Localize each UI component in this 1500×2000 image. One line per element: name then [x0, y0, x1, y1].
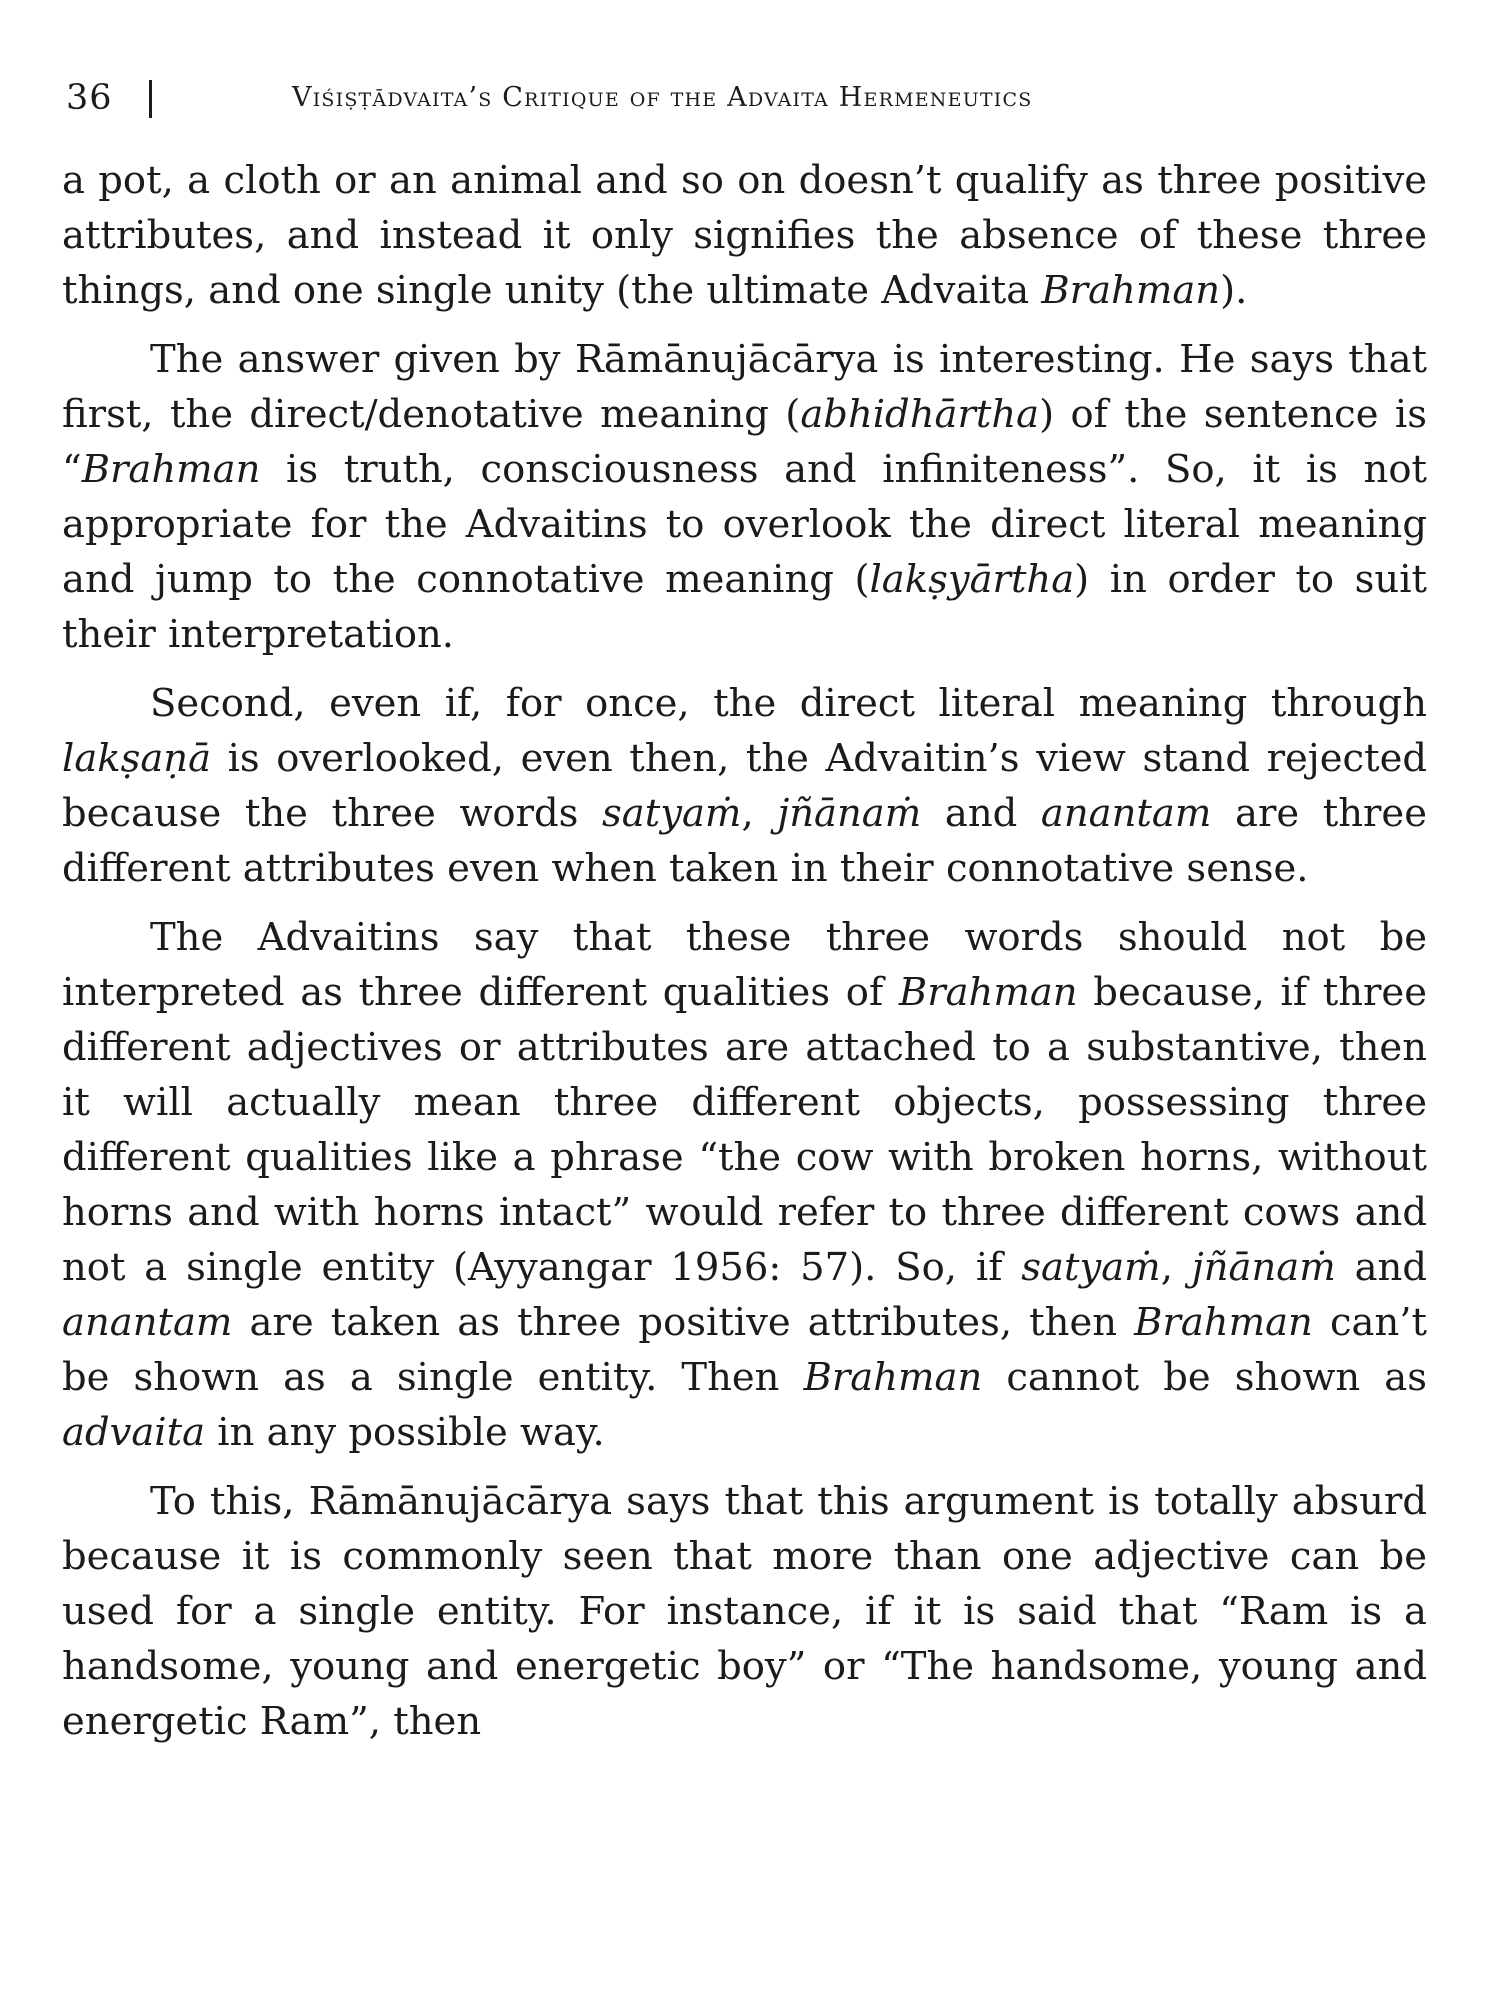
paragraph-advaitin-view: The Advaitins say that these three words should not be interpreted as three different qualities of Brahman because, if three different adjectives or attributes are attached to a substantive, then it will actually mean three different objects, possessing three different qualities like a phrase “the cow with broken horns, without horns and with horns intact” would refer to three different cows and not a single entity (Ayyangar 1956: 57). So, if satyaṁ, jñānaṁ and anantam are taken as three positive attributes, then Brahman can’t be shown as a single entity. Then Brahman cannot be shown as advaita in any possible way.	[62, 915, 1427, 1455]
paragraph-continuation: a pot, a cloth or an animal and so on doesn’t qualify as three positive attributes, and instead it only signifies the absence of these three things, and one single unity (the ultimate Advaita Brahman).	[62, 158, 1427, 313]
running-head	[66, 78, 1446, 118]
running-title: Viśiṣṭādvaita’s Critique of the Advaita Hermeneutics	[292, 82, 1033, 113]
body-text	[62, 153, 1427, 1763]
header-divider	[149, 80, 152, 118]
paragraph-ramanuja-answer: The answer given by Rāmānujācārya is interesting. He says that first, the direct/denotative meaning (abhidhārtha) of the sentence is “Brahman is truth, consciousness and infiniteness”. So, it is not appropriate for the Advaitins to overlook the direct literal meaning and jump to the connotative meaning (lakṣyārtha) in order to suit their interpretation.	[62, 337, 1428, 657]
paragraph-ramanuja-rebuttal: To this, Rāmānujācārya says that this argument is totally absurd because it is commonly seen that more than one adjective can be used for a single entity. For instance, if it is said that “Ram is a handsome, young and energetic boy” or “The handsome, young and energetic Ram”, then	[62, 1479, 1427, 1744]
page-number: 36	[66, 78, 113, 118]
paragraph-second-point: Second, even if, for once, the direct literal meaning through lakṣaṇā is overlooked, even then, the Advaitin’s view stand rejected because the three words satyaṁ, jñānaṁ and anantam are three different attributes even when taken in their connotative sense.	[62, 681, 1427, 891]
